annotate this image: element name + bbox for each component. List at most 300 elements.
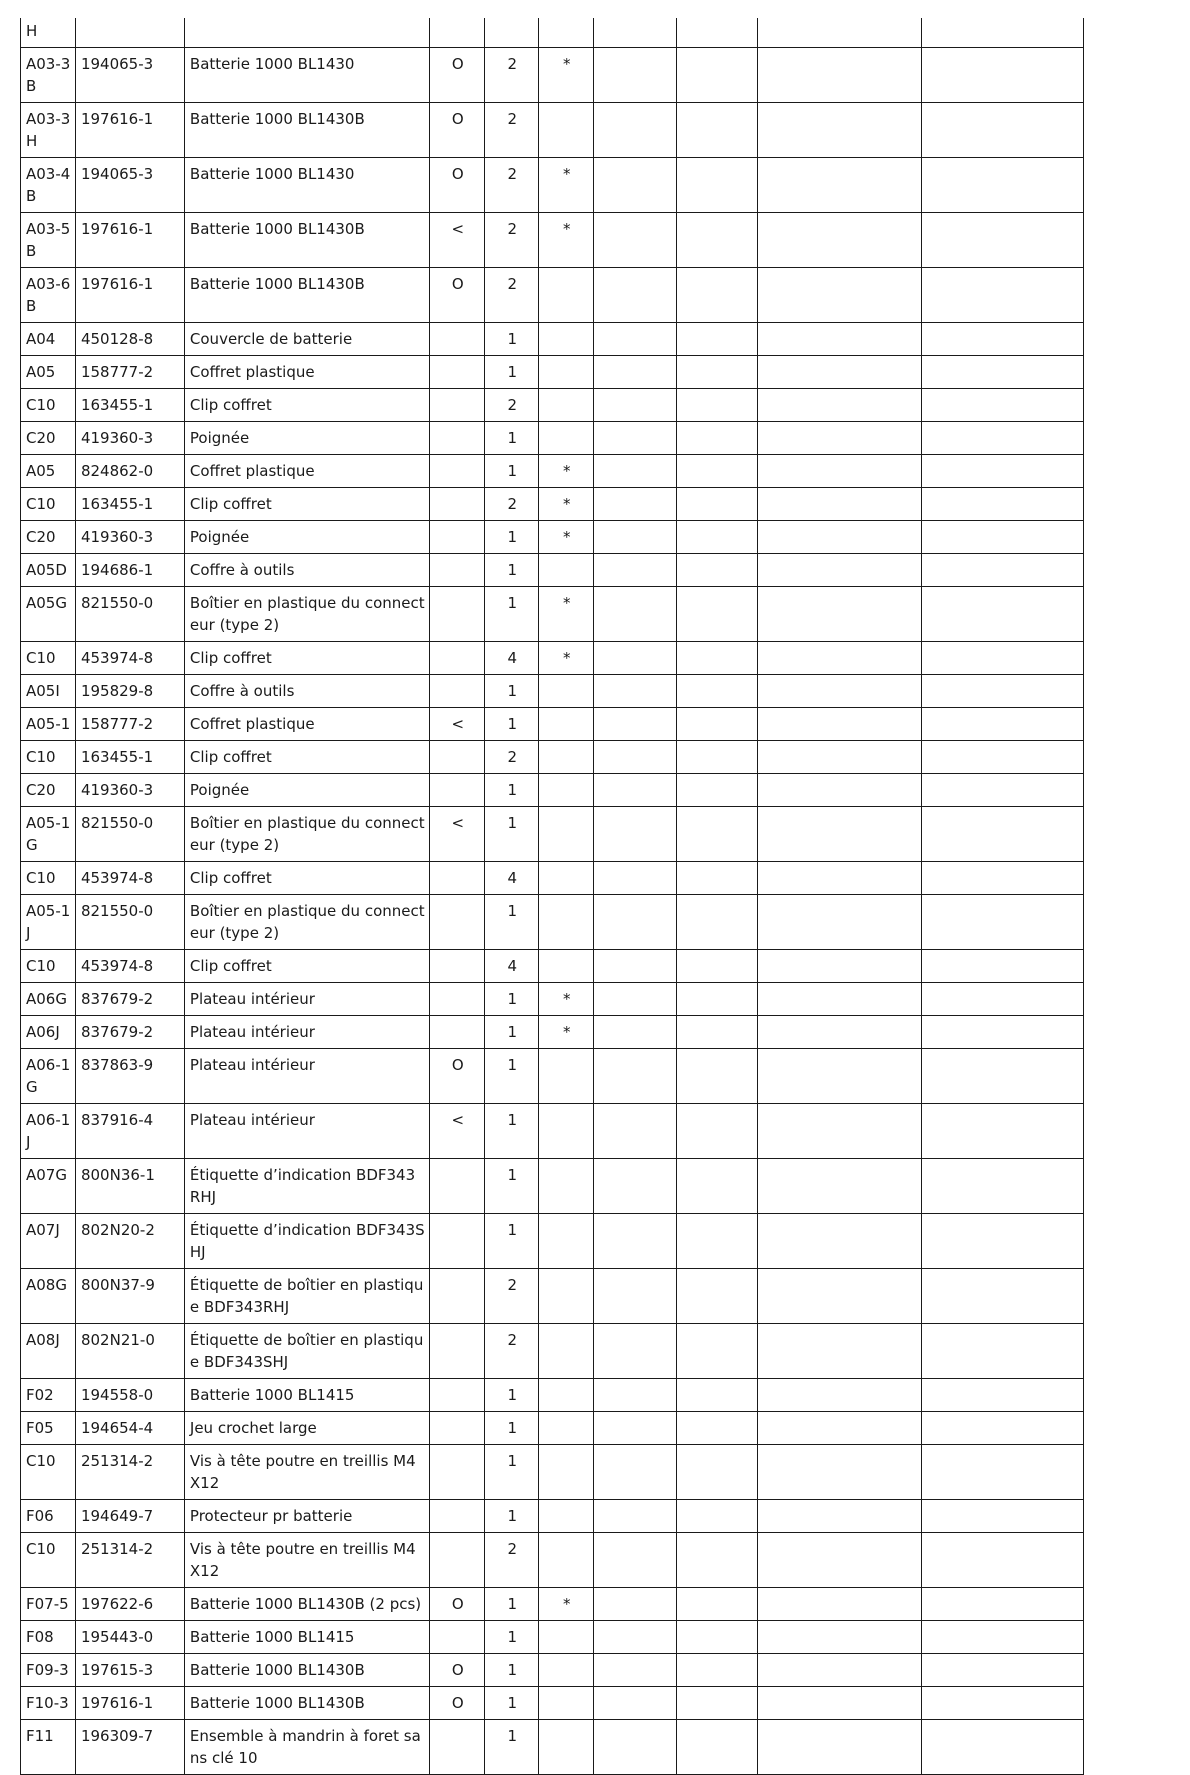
table-row: [21, 18, 1084, 48]
flag-cell: [430, 554, 485, 587]
table-row: [21, 268, 1084, 323]
empty-cell: [758, 521, 922, 554]
quantity-cell: 1: [485, 774, 539, 807]
note-cell: [539, 1445, 594, 1500]
part-number-cell: 163455-1: [75, 741, 184, 774]
empty-cell: [922, 1159, 1084, 1214]
empty-cell: [758, 103, 922, 158]
empty-cell: [922, 356, 1084, 389]
quantity-cell: 2: [485, 158, 539, 213]
empty-cell: [758, 1214, 922, 1269]
empty-cell: [594, 554, 676, 587]
empty-cell: [758, 1159, 922, 1214]
description-cell: Clip coffret: [184, 950, 429, 983]
empty-cell: [594, 807, 676, 862]
empty-cell: [922, 708, 1084, 741]
item-code-cell: F06: [21, 1500, 76, 1533]
flag-cell: [430, 587, 485, 642]
empty-cell: [676, 642, 757, 675]
description-cell: Batterie 1000 BL1415: [184, 1621, 429, 1654]
flag-cell: [430, 1533, 485, 1588]
empty-cell: [676, 950, 757, 983]
empty-cell: [758, 1720, 922, 1775]
empty-cell: [594, 1159, 676, 1214]
item-code-cell: C10: [21, 950, 76, 983]
empty-cell: [676, 213, 757, 268]
note-cell: [539, 1687, 594, 1720]
item-code-cell: A03-5B: [21, 213, 76, 268]
empty-cell: [758, 1621, 922, 1654]
empty-cell: [594, 213, 676, 268]
empty-cell: [676, 862, 757, 895]
quantity-cell: 1: [485, 675, 539, 708]
empty-cell: [594, 1720, 676, 1775]
flag-cell: O: [430, 158, 485, 213]
quantity-cell: 1: [485, 983, 539, 1016]
description-cell: Plateau intérieur: [184, 1104, 429, 1159]
item-code-cell: F11: [21, 1720, 76, 1775]
empty-cell: [594, 862, 676, 895]
empty-cell: [922, 1687, 1084, 1720]
empty-cell: [594, 895, 676, 950]
empty-cell: [676, 1379, 757, 1412]
empty-cell: [676, 1324, 757, 1379]
part-number-cell: 419360-3: [75, 422, 184, 455]
item-code-cell: A03-6B: [21, 268, 76, 323]
description-cell: Batterie 1000 BL1430B: [184, 103, 429, 158]
note-cell: [539, 1049, 594, 1104]
description-cell: Plateau intérieur: [184, 1016, 429, 1049]
empty-cell: [922, 1588, 1084, 1621]
flag-cell: [430, 1324, 485, 1379]
empty-cell: [594, 1104, 676, 1159]
empty-cell: [676, 48, 757, 103]
empty-cell: [594, 983, 676, 1016]
note-cell: *: [539, 213, 594, 268]
empty-cell: [594, 587, 676, 642]
empty-cell: [922, 488, 1084, 521]
flag-cell: [430, 455, 485, 488]
quantity-cell: 2: [485, 389, 539, 422]
empty-cell: [594, 158, 676, 213]
empty-cell: [676, 1445, 757, 1500]
part-number-cell: 158777-2: [75, 708, 184, 741]
item-code-cell: F07-5: [21, 1588, 76, 1621]
part-number-cell: 197622-6: [75, 1588, 184, 1621]
empty-cell: [758, 356, 922, 389]
item-code-cell: A05-1G: [21, 807, 76, 862]
flag-cell: O: [430, 1654, 485, 1687]
flag-cell: <: [430, 807, 485, 862]
empty-cell: [676, 1412, 757, 1445]
description-cell: Étiquette d’indication BDF343RHJ: [184, 1159, 429, 1214]
item-code-cell: A05I: [21, 675, 76, 708]
empty-cell: [922, 1654, 1084, 1687]
parts-table: [20, 18, 1084, 1775]
part-number-cell: 196309-7: [75, 1720, 184, 1775]
empty-cell: [676, 158, 757, 213]
empty-cell: [594, 1588, 676, 1621]
note-cell: [539, 1412, 594, 1445]
table-row: [21, 389, 1084, 422]
part-number-cell: 800N37-9: [75, 1269, 184, 1324]
quantity-cell: 1: [485, 1412, 539, 1445]
quantity-cell: 1: [485, 521, 539, 554]
table-row: [21, 1412, 1084, 1445]
description-cell: Étiquette d’indication BDF343SHJ: [184, 1214, 429, 1269]
part-number-cell: 837863-9: [75, 1049, 184, 1104]
item-code-cell: C10: [21, 1533, 76, 1588]
description-cell: Étiquette de boîtier en plastique BDF343RHJ: [184, 1269, 429, 1324]
table-row: [21, 1016, 1084, 1049]
empty-cell: [594, 1379, 676, 1412]
empty-cell: [594, 1500, 676, 1533]
note-cell: [539, 389, 594, 422]
description-cell: Étiquette de boîtier en plastique BDF343SHJ: [184, 1324, 429, 1379]
empty-cell: [594, 1687, 676, 1720]
empty-cell: [758, 774, 922, 807]
quantity-cell: 1: [485, 587, 539, 642]
note-cell: *: [539, 48, 594, 103]
empty-cell: [676, 1049, 757, 1104]
empty-cell: [758, 1654, 922, 1687]
item-code-cell: C10: [21, 642, 76, 675]
flag-cell: [430, 642, 485, 675]
table-row: [21, 488, 1084, 521]
part-number-cell: 837679-2: [75, 1016, 184, 1049]
quantity-cell: 4: [485, 642, 539, 675]
note-cell: *: [539, 587, 594, 642]
flag-cell: [430, 1159, 485, 1214]
table-row: [21, 862, 1084, 895]
empty-cell: [922, 587, 1084, 642]
table-row: [21, 983, 1084, 1016]
description-cell: Batterie 1000 BL1430: [184, 158, 429, 213]
flag-cell: [430, 18, 485, 48]
item-code-cell: F09-3: [21, 1654, 76, 1687]
empty-cell: [676, 18, 757, 48]
description-cell: Clip coffret: [184, 389, 429, 422]
empty-cell: [676, 1654, 757, 1687]
empty-cell: [676, 488, 757, 521]
empty-cell: [758, 213, 922, 268]
empty-cell: [676, 389, 757, 422]
empty-cell: [594, 950, 676, 983]
quantity-cell: 1: [485, 1687, 539, 1720]
item-code-cell: A06J: [21, 1016, 76, 1049]
part-number-cell: 453974-8: [75, 950, 184, 983]
quantity-cell: 2: [485, 103, 539, 158]
empty-cell: [594, 1412, 676, 1445]
table-row: [21, 1159, 1084, 1214]
description-cell: Vis à tête poutre en treillis M4X12: [184, 1533, 429, 1588]
empty-cell: [758, 422, 922, 455]
part-number-cell: 802N20-2: [75, 1214, 184, 1269]
empty-cell: [922, 1621, 1084, 1654]
note-cell: [539, 1500, 594, 1533]
empty-cell: [594, 1533, 676, 1588]
empty-cell: [594, 1269, 676, 1324]
empty-cell: [594, 422, 676, 455]
item-code-cell: A06G: [21, 983, 76, 1016]
flag-cell: [430, 1621, 485, 1654]
empty-cell: [922, 1324, 1084, 1379]
table-row: [21, 1621, 1084, 1654]
item-code-cell: A06-1J: [21, 1104, 76, 1159]
quantity-cell: [485, 18, 539, 48]
empty-cell: [922, 774, 1084, 807]
empty-cell: [922, 455, 1084, 488]
part-number-cell: 197616-1: [75, 103, 184, 158]
empty-cell: [758, 1049, 922, 1104]
description-cell: Batterie 1000 BL1430B: [184, 1654, 429, 1687]
empty-cell: [594, 1621, 676, 1654]
item-code-cell: C10: [21, 389, 76, 422]
description-cell: Jeu crochet large: [184, 1412, 429, 1445]
description-cell: Poignée: [184, 521, 429, 554]
empty-cell: [758, 862, 922, 895]
table-row: [21, 708, 1084, 741]
note-cell: [539, 18, 594, 48]
empty-cell: [676, 807, 757, 862]
part-number-cell: 197616-1: [75, 1687, 184, 1720]
empty-cell: [676, 1687, 757, 1720]
description-cell: Batterie 1000 BL1430B: [184, 1687, 429, 1720]
table-row: [21, 1324, 1084, 1379]
flag-cell: [430, 1720, 485, 1775]
empty-cell: [922, 213, 1084, 268]
empty-cell: [758, 18, 922, 48]
quantity-cell: 1: [485, 1500, 539, 1533]
note-cell: [539, 422, 594, 455]
part-number-cell: 197615-3: [75, 1654, 184, 1687]
part-number-cell: 158777-2: [75, 356, 184, 389]
item-code-cell: A08G: [21, 1269, 76, 1324]
empty-cell: [758, 488, 922, 521]
note-cell: [539, 323, 594, 356]
empty-cell: [922, 158, 1084, 213]
empty-cell: [676, 323, 757, 356]
item-code-cell: A03-3B: [21, 48, 76, 103]
quantity-cell: 1: [485, 422, 539, 455]
quantity-cell: 2: [485, 213, 539, 268]
empty-cell: [922, 323, 1084, 356]
flag-cell: [430, 488, 485, 521]
empty-cell: [594, 18, 676, 48]
table-row: [21, 741, 1084, 774]
item-code-cell: A08J: [21, 1324, 76, 1379]
empty-cell: [922, 554, 1084, 587]
item-code-cell: A04: [21, 323, 76, 356]
empty-cell: [594, 708, 676, 741]
item-code-cell: A05G: [21, 587, 76, 642]
empty-cell: [594, 389, 676, 422]
item-code-cell: F10-3: [21, 1687, 76, 1720]
empty-cell: [594, 1016, 676, 1049]
note-cell: *: [539, 488, 594, 521]
empty-cell: [758, 1412, 922, 1445]
part-number-cell: 251314-2: [75, 1445, 184, 1500]
part-number-cell: 419360-3: [75, 774, 184, 807]
description-cell: Boîtier en plastique du connecteur (type 2): [184, 807, 429, 862]
note-cell: [539, 1720, 594, 1775]
part-number-cell: 197616-1: [75, 213, 184, 268]
flag-cell: [430, 1412, 485, 1445]
flag-cell: O: [430, 1588, 485, 1621]
part-number-cell: 194686-1: [75, 554, 184, 587]
empty-cell: [676, 1621, 757, 1654]
description-cell: Poignée: [184, 422, 429, 455]
flag-cell: [430, 1445, 485, 1500]
flag-cell: [430, 1379, 485, 1412]
table-row: [21, 1500, 1084, 1533]
part-number-cell: 251314-2: [75, 1533, 184, 1588]
empty-cell: [594, 1445, 676, 1500]
empty-cell: [922, 983, 1084, 1016]
note-cell: [539, 1324, 594, 1379]
empty-cell: [758, 950, 922, 983]
flag-cell: <: [430, 213, 485, 268]
description-cell: Plateau intérieur: [184, 983, 429, 1016]
empty-cell: [594, 1049, 676, 1104]
empty-cell: [758, 1588, 922, 1621]
empty-cell: [594, 774, 676, 807]
part-number-cell: 163455-1: [75, 488, 184, 521]
table-row: [21, 1445, 1084, 1500]
empty-cell: [594, 675, 676, 708]
part-number-cell: 195829-8: [75, 675, 184, 708]
description-cell: Batterie 1000 BL1430B (2 pcs): [184, 1588, 429, 1621]
description-cell: Coffre à outils: [184, 554, 429, 587]
empty-cell: [922, 1379, 1084, 1412]
quantity-cell: 1: [485, 1159, 539, 1214]
flag-cell: [430, 983, 485, 1016]
empty-cell: [922, 1445, 1084, 1500]
description-cell: Ensemble à mandrin à foret sans clé 10: [184, 1720, 429, 1775]
quantity-cell: 4: [485, 862, 539, 895]
empty-cell: [758, 323, 922, 356]
empty-cell: [922, 1533, 1084, 1588]
note-cell: [539, 103, 594, 158]
empty-cell: [922, 1269, 1084, 1324]
empty-cell: [922, 950, 1084, 983]
description-cell: Clip coffret: [184, 862, 429, 895]
description-cell: Clip coffret: [184, 488, 429, 521]
empty-cell: [676, 983, 757, 1016]
flag-cell: [430, 1016, 485, 1049]
flag-cell: [430, 950, 485, 983]
item-code-cell: F08: [21, 1621, 76, 1654]
table-row: [21, 323, 1084, 356]
note-cell: *: [539, 1016, 594, 1049]
empty-cell: [922, 1214, 1084, 1269]
part-number-cell: 419360-3: [75, 521, 184, 554]
empty-cell: [758, 389, 922, 422]
part-number-cell: 837916-4: [75, 1104, 184, 1159]
flag-cell: O: [430, 268, 485, 323]
empty-cell: [758, 708, 922, 741]
empty-cell: [758, 1269, 922, 1324]
quantity-cell: 1: [485, 1445, 539, 1500]
flag-cell: [430, 1214, 485, 1269]
part-number-cell: 837679-2: [75, 983, 184, 1016]
empty-cell: [676, 554, 757, 587]
part-number-cell: 194558-0: [75, 1379, 184, 1412]
note-cell: *: [539, 158, 594, 213]
quantity-cell: 4: [485, 950, 539, 983]
description-cell: Coffret plastique: [184, 455, 429, 488]
quantity-cell: 2: [485, 1533, 539, 1588]
quantity-cell: 1: [485, 1621, 539, 1654]
note-cell: [539, 356, 594, 389]
note-cell: [539, 895, 594, 950]
empty-cell: [676, 1720, 757, 1775]
table-row: [21, 48, 1084, 103]
item-code-cell: A05: [21, 356, 76, 389]
quantity-cell: 1: [485, 895, 539, 950]
flag-cell: [430, 862, 485, 895]
quantity-cell: 2: [485, 268, 539, 323]
note-cell: [539, 1159, 594, 1214]
part-number-cell: 821550-0: [75, 587, 184, 642]
note-cell: [539, 554, 594, 587]
item-code-cell: A03-3H: [21, 103, 76, 158]
note-cell: *: [539, 642, 594, 675]
part-number-cell: 800N36-1: [75, 1159, 184, 1214]
empty-cell: [922, 862, 1084, 895]
table-row: [21, 895, 1084, 950]
note-cell: [539, 1379, 594, 1412]
description-cell: [184, 18, 429, 48]
quantity-cell: 1: [485, 1379, 539, 1412]
quantity-cell: 1: [485, 1588, 539, 1621]
empty-cell: [922, 103, 1084, 158]
note-cell: [539, 1533, 594, 1588]
table-row: [21, 1104, 1084, 1159]
flag-cell: [430, 675, 485, 708]
description-cell: Poignée: [184, 774, 429, 807]
description-cell: Batterie 1000 BL1415: [184, 1379, 429, 1412]
empty-cell: [676, 1104, 757, 1159]
table-row: [21, 1588, 1084, 1621]
empty-cell: [676, 1016, 757, 1049]
empty-cell: [594, 48, 676, 103]
empty-cell: [676, 1500, 757, 1533]
part-number-cell: 453974-8: [75, 862, 184, 895]
empty-cell: [758, 587, 922, 642]
empty-cell: [594, 268, 676, 323]
note-cell: [539, 1214, 594, 1269]
quantity-cell: 1: [485, 1720, 539, 1775]
empty-cell: [758, 268, 922, 323]
description-cell: Boîtier en plastique du connecteur (type 2): [184, 587, 429, 642]
empty-cell: [758, 895, 922, 950]
part-number-cell: 194649-7: [75, 1500, 184, 1533]
quantity-cell: 2: [485, 1324, 539, 1379]
empty-cell: [922, 642, 1084, 675]
empty-cell: [676, 103, 757, 158]
empty-cell: [676, 1533, 757, 1588]
table-row: [21, 1720, 1084, 1775]
part-number-cell: 824862-0: [75, 455, 184, 488]
item-code-cell: F02: [21, 1379, 76, 1412]
item-code-cell: A03-4B: [21, 158, 76, 213]
table-row: [21, 1533, 1084, 1588]
empty-cell: [922, 48, 1084, 103]
empty-cell: [676, 521, 757, 554]
empty-cell: [922, 1412, 1084, 1445]
part-number-cell: 453974-8: [75, 642, 184, 675]
